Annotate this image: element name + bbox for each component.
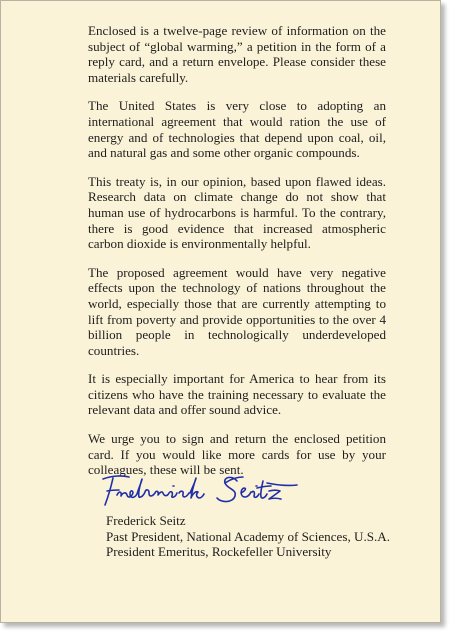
paragraph-international-agreement: The United States is very close to adopting an international agreement that would ration the use of energy and of technologies that depend upon coal, oil, and natural gas and some other organic compounds. bbox=[88, 98, 386, 161]
signer-title-rockefeller: President Emeritus, Rockefeller University bbox=[106, 544, 332, 560]
handwritten-signature bbox=[97, 471, 307, 511]
paragraph-petition-request: We urge you to sign and return the enclosed petition card. If you would like more cards for use by your colleagues, these will be sent. bbox=[88, 431, 386, 478]
signer-name: Frederick Seitz bbox=[106, 513, 186, 528]
paragraph-negative-effects: The proposed agreement would have very negative effects upon the technology of nations throughout the world, especially those that are currently attempting to lift from poverty and provide opportunities to the over 4 billion people in technologically underdeveloped countries. bbox=[88, 264, 386, 358]
paragraph-enclosed-review: Enclosed is a twelve-page review of information on the subject of “global warming,” a petition in the form of a reply card, and a return envelope. Please consider these materials carefully. bbox=[88, 23, 386, 85]
letter-body bbox=[88, 23, 386, 491]
signer-title-nas: Past President, National Academy of Sciences, U.S.A. bbox=[106, 528, 391, 544]
paragraph-citizen-advice: It is especially important for America to hear from its citizens who have the training necessary to evaluate the relevant data and offer sound advice. bbox=[88, 371, 386, 418]
paragraph-flawed-ideas: This treaty is, in our opinion, based upon flawed ideas. Research data on climate change do not show that human use of hydrocarbons is harmful. To the contrary, there is good evidence that increased atmospheric carbon dioxide is environmentally helpful. bbox=[88, 173, 386, 252]
signature-block bbox=[106, 513, 390, 560]
